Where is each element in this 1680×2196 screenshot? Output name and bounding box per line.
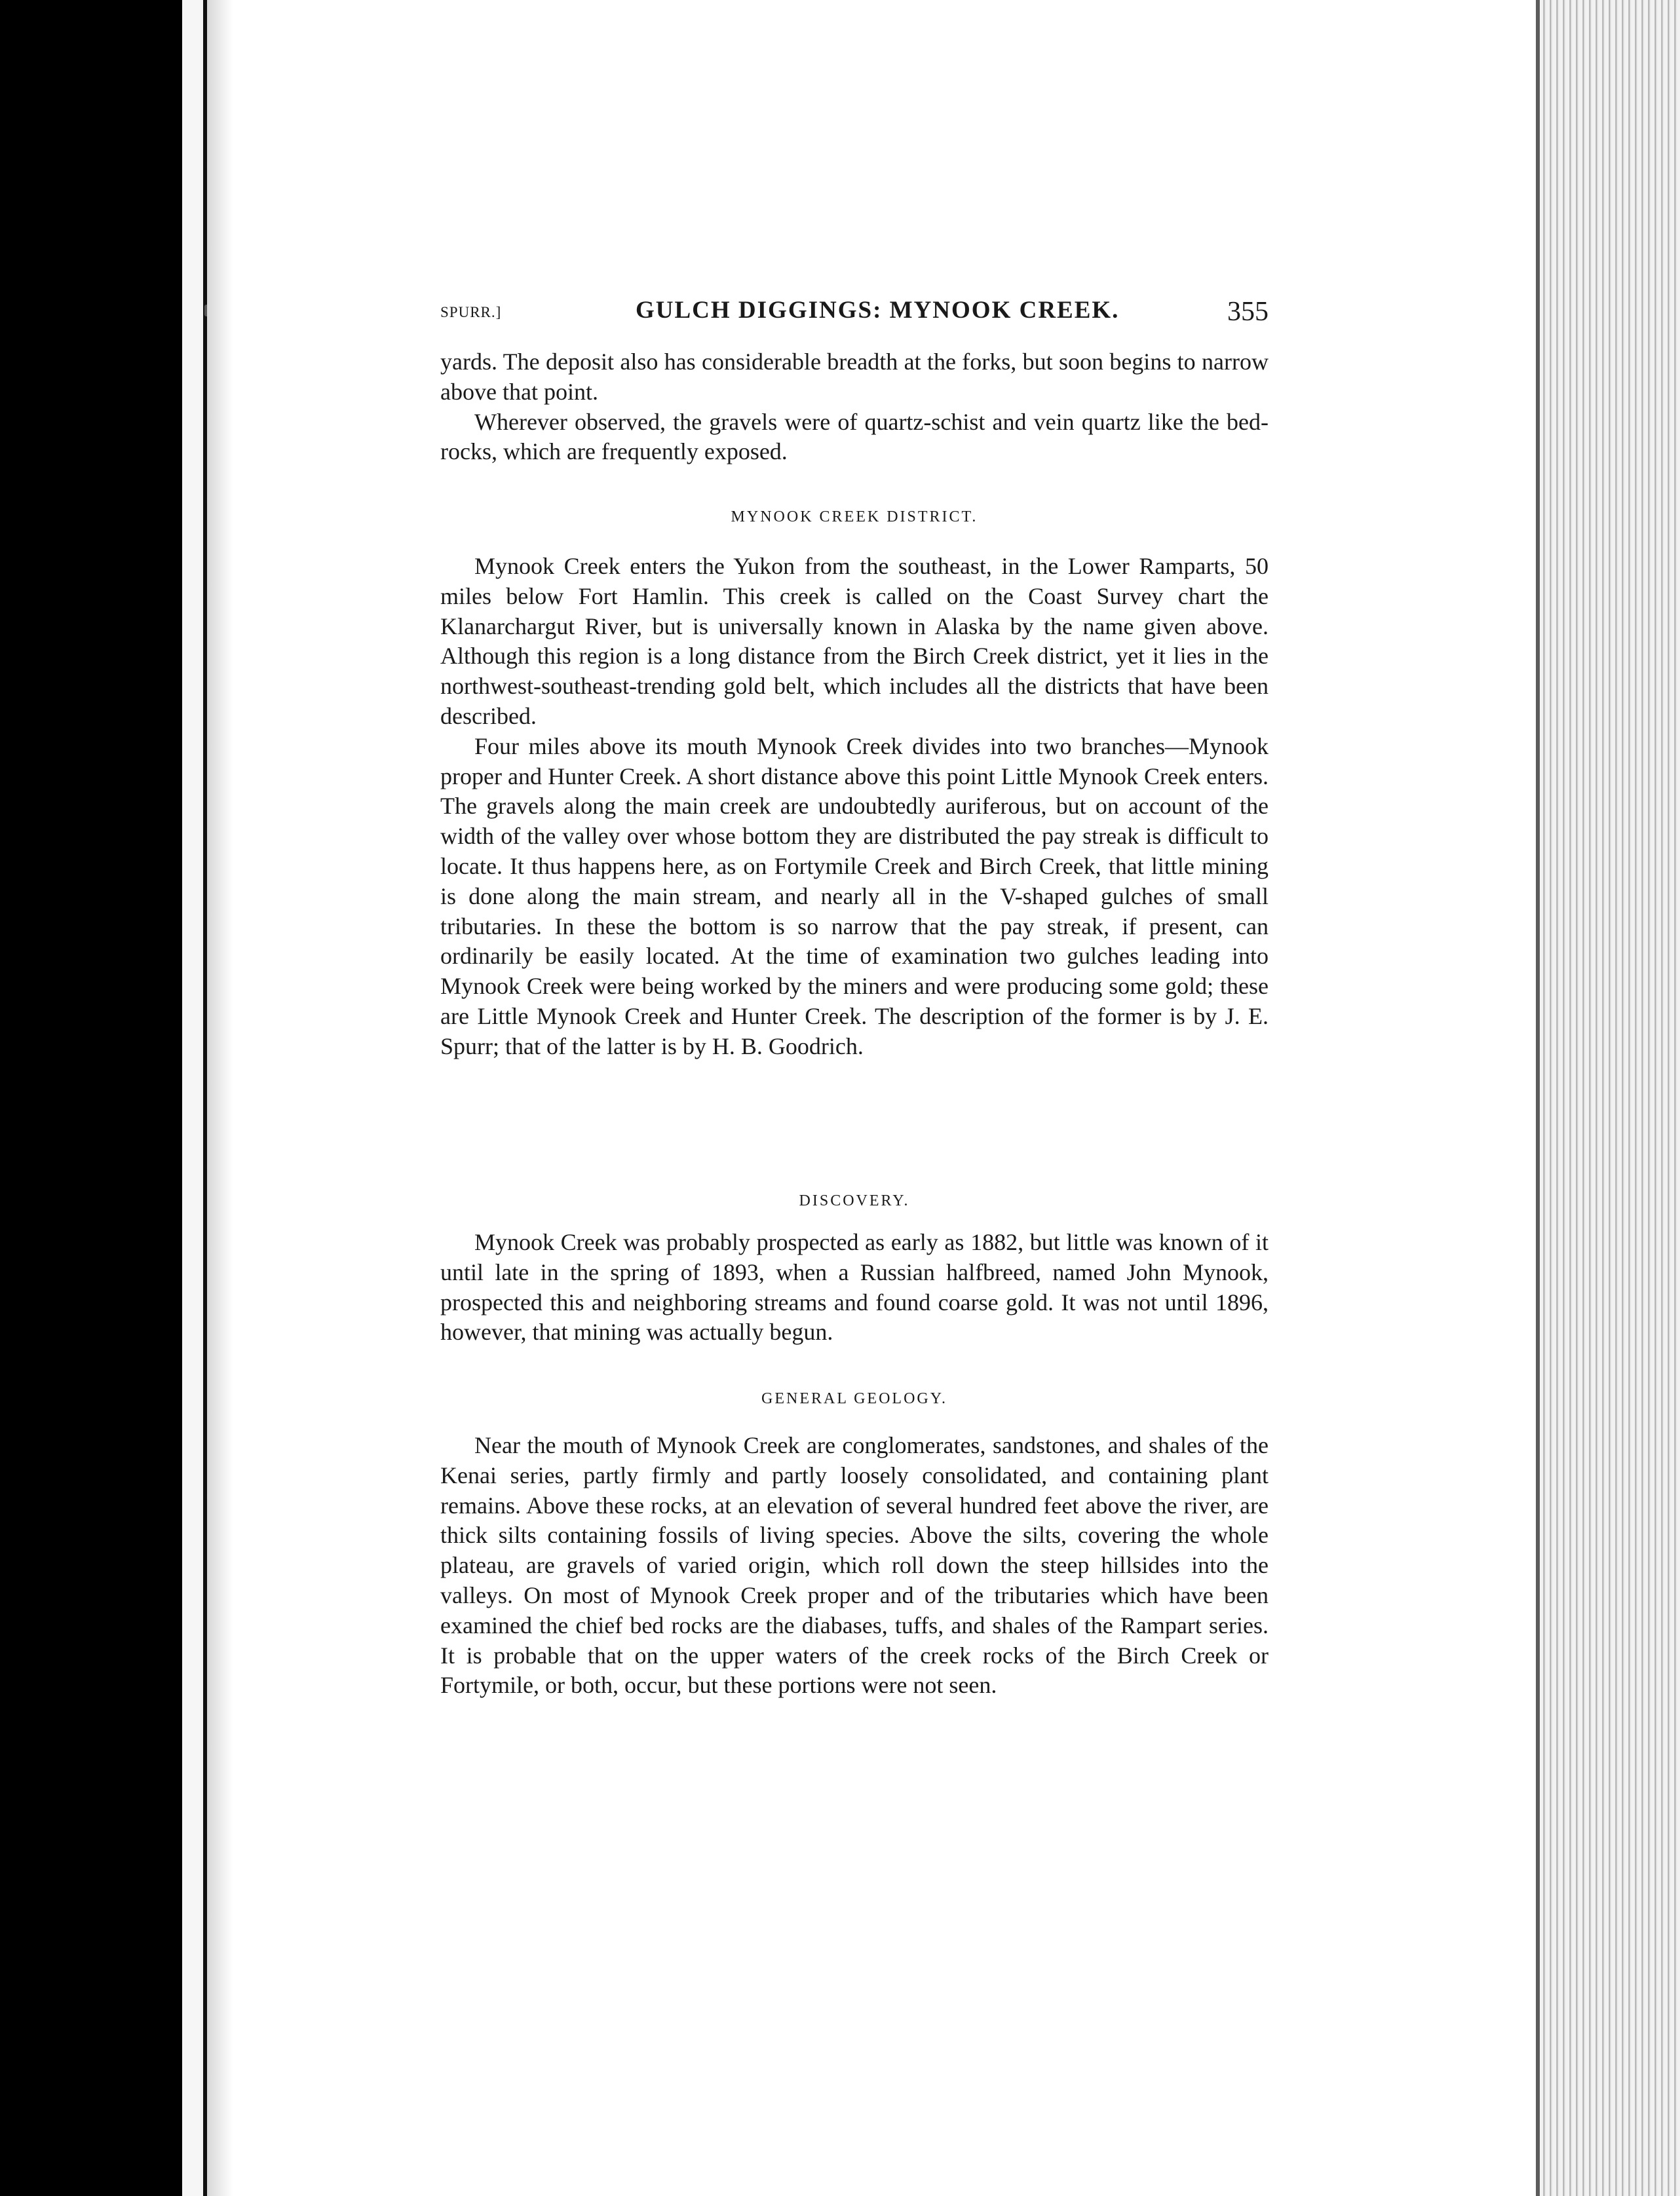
scan-margin [0,0,182,2196]
paragraph: Near the mouth of Mynook Creek are conglomerates, sandstones, and shales of the Kenai series, partly firmly and partly loosely consolidated, and containing plant remains. Above these rocks, at an elevation of several hundred feet above the river, are thick silts containing fossils of living species. Above the silts, covering the whole plateau, are gravels of varied origin, which roll down the steep hillsides into the valleys. On most of Mynook Creek proper and of the tributaries which have been examined the chief bed rocks are the diabases, tuffs, and shales of the Rampart series. It is probable that on the upper waters of the creek rocks of the Birch Creek or Fortymile, or both, occur, but these portions were not seen. [440,1432,1269,1699]
body-text-block-3 [440,1228,1269,1348]
body-text-block-4 [440,1431,1269,1701]
running-header [440,296,1269,335]
paragraph: yards. The deposit also has considerable breadth at the forks, but soon begins to narrow above that point. [440,349,1269,405]
body-text-block-1 [440,347,1269,467]
section-heading: DISCOVERY. [799,1192,910,1209]
paragraph: Mynook Creek was probably prospected as early as 1882, but little was known of it until late in the spring of 1893, when a Russian halfbreed, named John Mynook, prospected this and neighboring streams and found coarse gold. It was not until 1896, however, that mining was actually begun. [440,1229,1269,1346]
section-heading: GENERAL GEOLOGY. [761,1390,947,1407]
paragraph: Mynook Creek enters the Yukon from the southeast, in the Lower Ramparts, 50 miles below Fort Hamlin. This creek is called on the Coast Survey chart the Klanarchargut River, but is universally known in Alaska by the name given above. Although this region is a long distance from the Birch Creek district, yet it lies in the northwest-southeast-trending gold belt, which includes all the districts that have been described. [440,553,1269,729]
facing-page-edge [182,0,207,2196]
binding-shadow [207,0,233,2196]
body-text-block-2 [440,552,1269,1062]
paragraph: Four miles above its mouth Mynook Creek divides into two branches—Mynook proper and Hunter Creek. A short distance above this point Little Mynook Creek enters. The gravels along the main creek are undoubtedly auriferous, but on account of the width of the valley over whose bottom they are distributed the pay streak is difficult to locate. It thus happens here, as on Fortymile Creek and Birch Creek, that little mining is done along the main stream, and nearly all in the V-shaped gulches of small tributaries. In these the bottom is so narrow that the pay streak, if present, can ordinarily be easily located. At the time of examination two gulches leading into Mynook Creek were being worked by the miners and were producing some gold; these are Little Mynook Creek and Hunter Creek. The description of the former is by J. E. Spurr; that of the latter is by H. B. Goodrich. [440,732,1269,1059]
section-heading: MYNOOK CREEK DISTRICT. [731,508,978,525]
paragraph: Wherever observed, the gravels were of quartz-schist and vein quartz like the bed-rocks, which are frequently exposed. [440,408,1269,465]
page-number: 355 [1227,297,1269,327]
running-author: SPURR.] [440,304,502,320]
running-title: GULCH DIGGINGS: MYNOOK CREEK. [636,297,1120,324]
page-stack [1540,0,1680,2196]
